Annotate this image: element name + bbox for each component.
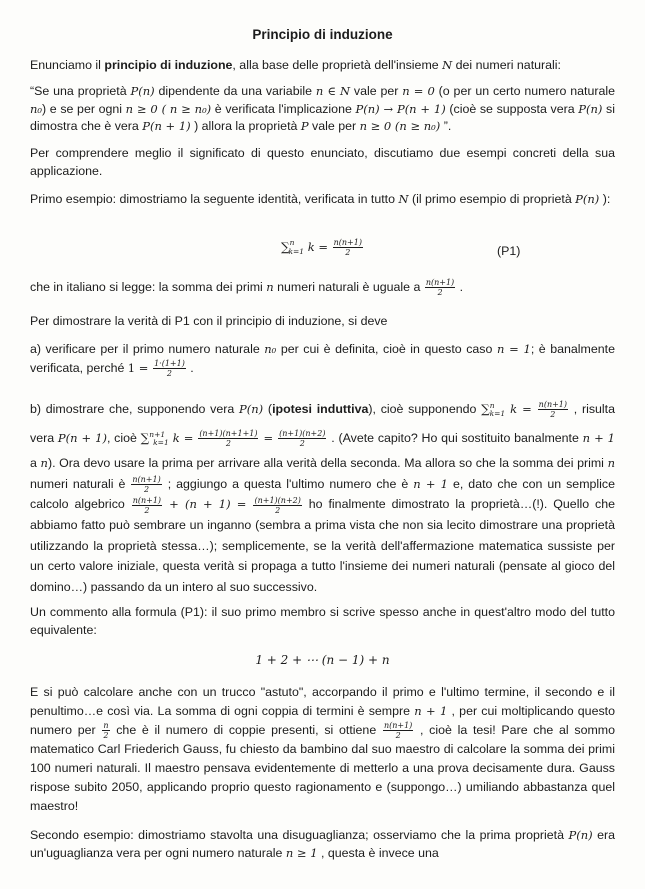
part-b: b) dimostrare che, supponendo vera P(n) (ipotesi induttiva), cioè supponendo ∑$^n_{k=1}$ k = $\frac{n(n+1)}{2}$ , risulta vera P(n + 1), cioè ∑$^{n+1}_{k=1}$ k = $\frac{(n+1)(n+1+1)}{2}$ = $\frac{(n+1)(n+2)}{2}$ . (Avete capito? Ho qui sostituito banalmente n + 1 a n). Ora devo usare la prima per arrivare alla verità della seconda. Ma allora so che la somma dei primi n numeri naturali è $\frac{n(n+1)}{2}$ ; aggiungo a questa l'ultimo numero che è n + 1 e, dato che con un semplice calcolo algebrico $\frac{n(n+1)}{2}$ + (n + 1) = $\frac{(n+1)(n+2)}{2}$ ho finalmente dimostrato la proprietà…(!). Quello che abbiamo fatto può sembrare un inganno (sembra a prima vista che non sia lecito dimostrare una proprietà utilizzando la proprietà stessa…); semplicemente, se la verità dell'affermazione matematica sussiste per un certo valore iniziale, questa verità si propaga a tutto l'insieme dei numeri naturali (pensate al gioco del domino…) passando da un intero al suo successivo. (30, 400, 616, 594)
second-example-paragraph: Secondo esempio: dimostriamo stavolta una disuguaglianza; osserviamo che la prima proprietà P(n) era un'uguaglianza vera per ogni numero naturale n ≥ 1 , questa è invece una (30, 828, 615, 860)
per-dimostrare: Per dimostrare la verità di P1 con il principio di induzione, si deve (30, 314, 388, 328)
page-title: Principio di induzione (252, 27, 393, 42)
commento-paragraph: Un commento alla formula (P1): il suo primo membro si scrive spesso anche in quest'altro modo del tutto equivalente: (30, 605, 615, 637)
italian-reading: che in italiano si legge: la somma dei primi n numeri naturali è uguale a $\frac{n(n+1)}{2}$ . (30, 278, 464, 297)
first-example-paragraph: Primo esempio: dimostriamo la seguente identità, verificata in tutto N (il primo esempio di proprietà P(n) ): (30, 192, 611, 206)
gauss-trick-paragraph: E si può calcolare anche con un trucco "astuto", accorpando il primo e l'ultimo termine, il secondo e il penultimo…e così via. La somma di ogni coppia di termini è sempre n + 1 , per cui moltiplicando questo numero per $\frac{n}{2}$ che è il numero di coppie presenti, si ottiene $\frac{n(n+1)}{2}$ , cioè la tesi! Pare che al sommo matematico Carl Friederich Gauss, fu chiesto da bambino dal suo maestro di calcolare la somma dei primi 100 numeri naturali. Il maestro pensava evidentemente di metterlo a una prova decisamente dura. Gauss rispose subito 2050, applicando proprio questo ragionamento e (suppongo…) umiliando abbastanza quel maestro! (30, 685, 615, 814)
part-a: a) verificare per il primo numero naturale n₀ per cui è definita, cioè in questo caso n = 1; è banalmente verificata, perché 1 = $\frac{1\cdot(1+1)}{2}$ . (30, 342, 615, 379)
equation-sum-expanded: 1 + 2 + ⋯ (n − 1) + n (255, 653, 390, 667)
induction-statement: “Se una proprietà P(n) dipendente da una variabile n ∈ N vale per n = 0 (o per un certo numero naturale n₀) e se per ogni n ≥ 0 ( n ≥ n₀) è verificata l'implicazione P(n) → P(n + 1) (cioè se supposta vera P(n) si dimostra che è vera P(n + 1) ) allora la proprietà P vale per n ≥ 0 (n ≥ n₀) ”. (30, 84, 616, 134)
examples-paragraph: Per comprendere meglio il significato di questo enunciato, discutiamo due esempi concreti della sua applicazione. (30, 146, 615, 178)
intro-paragraph: Enunciamo il principio di induzione, alla base delle proprietà dell'insieme N dei numeri naturali: (30, 58, 561, 72)
equation-label: (P1) (497, 244, 521, 258)
equation-p1: ∑$^n_{k=1}$ k = $\frac{n(n+1)}{2}$ (281, 238, 362, 258)
